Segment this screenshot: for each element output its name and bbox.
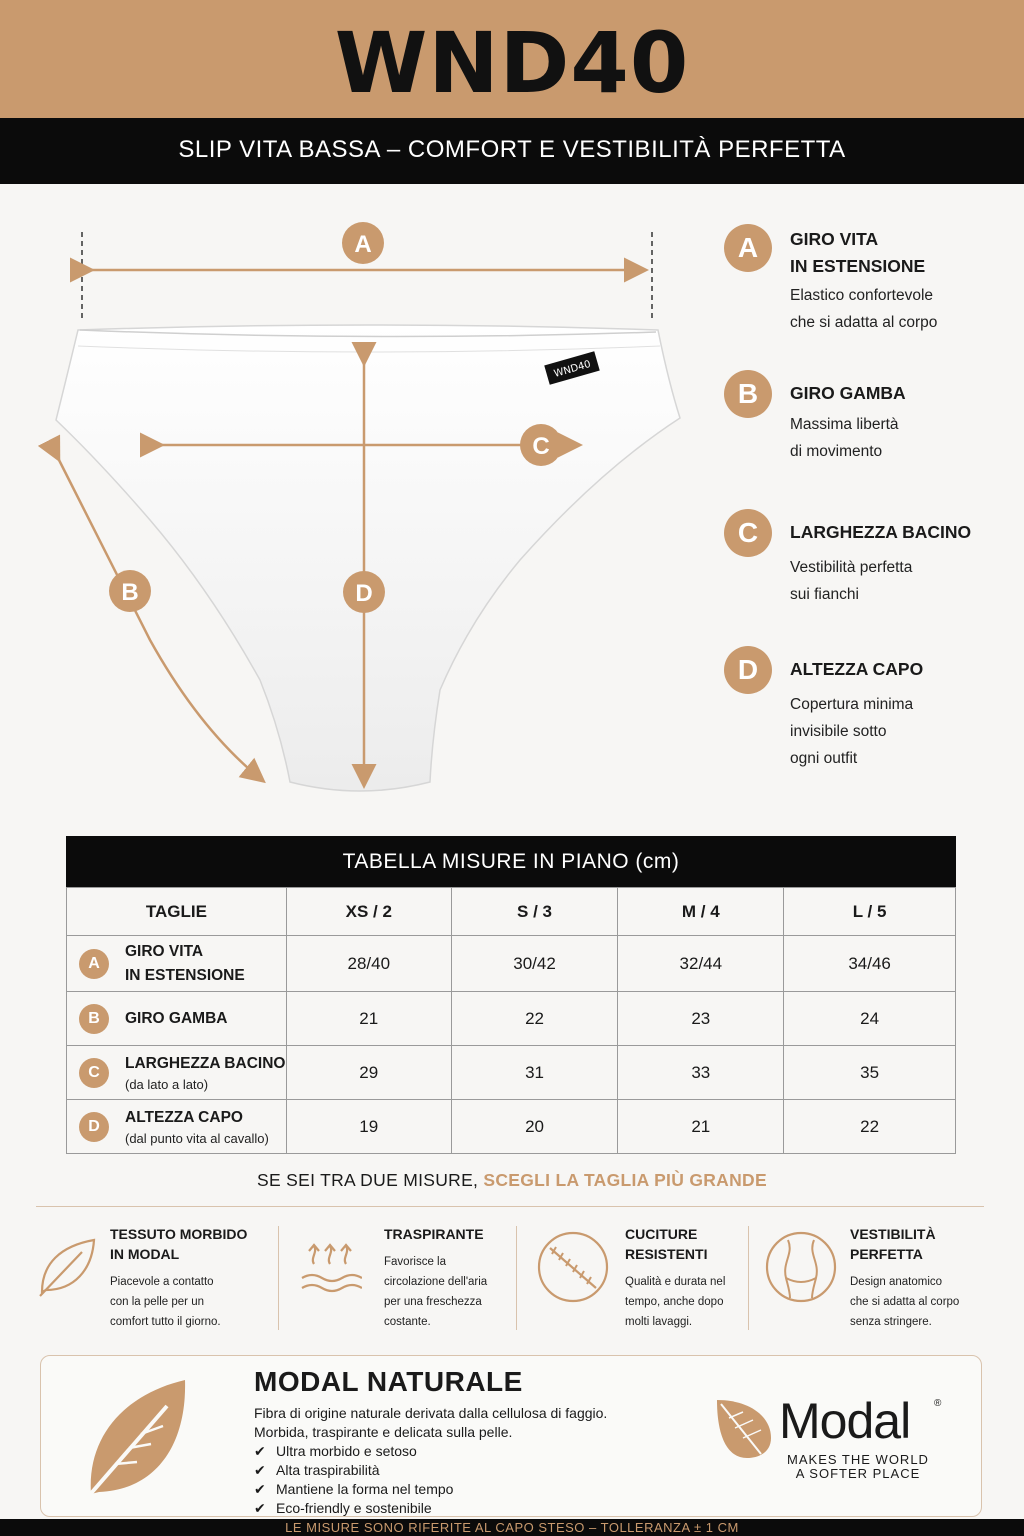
table-cell: 23 xyxy=(618,992,784,1046)
legend-title: ALTEZZA CAPO xyxy=(790,659,924,679)
feature-divider xyxy=(278,1226,279,1330)
check-icon: ✔ xyxy=(254,1462,266,1478)
divider xyxy=(36,1206,984,1207)
list-item: ✔ Mantiene la forma nel tempo xyxy=(254,1481,454,1497)
briefs-shape xyxy=(56,325,680,791)
row-badge: D xyxy=(79,1112,109,1142)
breathable-icon xyxy=(298,1234,362,1298)
list-item: ✔ Alta traspirabilità xyxy=(254,1462,380,1478)
table-cell: 33 xyxy=(618,1046,784,1100)
legend-item-b: B GIRO GAMBA Massima libertà di movimento xyxy=(724,370,1014,470)
svg-text:A: A xyxy=(354,231,372,258)
table-title: TABELLA MISURE IN PIANO (cm) xyxy=(66,836,956,887)
legend-item-d: D ALTEZZA CAPO Copertura minima invisibile sotto ogni outfit xyxy=(724,646,1014,776)
modal-description: Fibra di origine naturale derivata dalla cellulosa di faggio. Morbida, traspirante e delicata sulla pelle. xyxy=(254,1405,608,1440)
badge-c: C xyxy=(724,509,772,557)
badge-a: A xyxy=(724,224,772,272)
stitching-icon xyxy=(536,1230,610,1304)
leaf-icon xyxy=(85,1376,189,1500)
row-badge: C xyxy=(79,1058,109,1088)
page-subtitle: SLIP VITA BASSA – COMFORT E VESTIBILITÀ PERFETTA xyxy=(178,136,846,163)
check-icon: ✔ xyxy=(254,1443,266,1459)
svg-text:C: C xyxy=(532,433,550,460)
legend-title: LARGHEZZA BACINO xyxy=(790,522,972,542)
modal-title: MODAL NATURALE xyxy=(254,1366,523,1397)
feature-title: TRASPIRANTE xyxy=(384,1226,484,1242)
feature-breathable: TRASPIRANTE Favorisce la circolazione dell'aria per una freschezza costante. xyxy=(298,1222,528,1342)
marker-d xyxy=(343,571,385,613)
list-item: ✔ Eco-friendly e sostenibile xyxy=(254,1500,432,1516)
marker-b xyxy=(109,570,151,612)
page-title: WND40 xyxy=(334,14,690,112)
check-icon: ✔ xyxy=(254,1481,266,1497)
table-row: C LARGHEZZA BACINO (da lato a lato) 29 31 33 35 xyxy=(67,1046,956,1100)
table-cell: 22 xyxy=(784,1100,956,1154)
table-row: D ALTEZZA CAPO (dal punto vita al cavallo) 19 20 21 22 xyxy=(67,1100,956,1154)
modal-benefits-list xyxy=(254,1442,453,1518)
legend-item-c: C LARGHEZZA BACINO Vestibilità perfetta sui fianchi xyxy=(724,509,1014,609)
legend-item-a: A GIRO VITA IN ESTENSIONE Elastico confortevole che si adatta al corpo xyxy=(724,224,1014,344)
feature-stitching: CUCITURE RESISTENTI Qualità e durata nel tempo, anche dopo molti lavaggi. xyxy=(536,1222,766,1342)
table-cell: 21 xyxy=(286,992,451,1046)
brand-logo-text: Modal xyxy=(779,1393,911,1449)
table-cell: 32/44 xyxy=(618,936,784,992)
table-cell: 28/40 xyxy=(286,936,451,992)
table-cell: 34/46 xyxy=(784,936,956,992)
table-row: A GIRO VITA IN ESTENSIONE 28/40 30/42 32/44 34/46 xyxy=(67,936,956,992)
table-cell: 24 xyxy=(784,992,956,1046)
table-cell: 20 xyxy=(451,1100,618,1154)
header-cell: TAGLIE xyxy=(67,888,287,936)
list-item: ✔ Ultra morbido e setoso xyxy=(254,1443,417,1459)
table-cell: 19 xyxy=(286,1100,451,1154)
feature-soft-fabric: TESSUTO MORBIDO IN MODAL Piacevole a contatto con la pelle per un comfort tutto il giorno. xyxy=(36,1222,266,1342)
check-icon: ✔ xyxy=(254,1500,266,1516)
brand-tagline: MAKES THE WORLD xyxy=(787,1452,929,1467)
leaf-icon xyxy=(36,1234,100,1298)
badge-d: D xyxy=(724,646,772,694)
feature-fit: VESTIBILITÀ PERFETTA Design anatomico che si adatta al corpo senza stringere. xyxy=(764,1222,994,1342)
svg-text:B: B xyxy=(121,579,139,606)
legend-title: GIRO VITA xyxy=(790,229,879,249)
size-table xyxy=(66,836,956,1154)
table-cell: 22 xyxy=(451,992,618,1046)
header-cell: L / 5 xyxy=(784,888,956,936)
size-tip: SE SEI TRA DUE MISURE, SCEGLI LA TAGLIA PIÙ GRANDE xyxy=(257,1170,767,1190)
row-badge: A xyxy=(79,949,109,979)
feature-divider xyxy=(748,1226,749,1330)
garment-diagram xyxy=(0,184,700,824)
table-header-row xyxy=(67,888,956,936)
svg-text:WND40: WND40 xyxy=(552,358,593,380)
table-cell: 30/42 xyxy=(451,936,618,992)
row-badge: B xyxy=(79,1004,109,1034)
marker-a xyxy=(342,222,384,264)
marker-c xyxy=(520,424,562,466)
feature-divider xyxy=(516,1226,517,1330)
brand-tagline: A SOFTER PLACE xyxy=(795,1466,921,1481)
table-row: B GIRO GAMBA 21 22 23 24 xyxy=(67,992,956,1046)
registered-mark: ® xyxy=(934,1398,942,1409)
footer-note: LE MISURE SONO RIFERITE AL CAPO STESO – TOLLERANZA ± 1 CM xyxy=(0,1519,1024,1536)
svg-text:D: D xyxy=(355,580,373,607)
modal-info-box xyxy=(40,1355,982,1517)
legend-title: GIRO GAMBA xyxy=(790,383,906,403)
table-cell: 29 xyxy=(286,1046,451,1100)
header-cell: XS / 2 xyxy=(286,888,451,936)
modal-logo-icon xyxy=(713,1396,775,1462)
table-cell: 21 xyxy=(618,1100,784,1154)
badge-b: B xyxy=(724,370,772,418)
table-cell: 35 xyxy=(784,1046,956,1100)
table-cell: 31 xyxy=(451,1046,618,1100)
header-cell: M / 4 xyxy=(618,888,784,936)
body-fit-icon xyxy=(764,1230,838,1304)
header-cell: S / 3 xyxy=(451,888,618,936)
